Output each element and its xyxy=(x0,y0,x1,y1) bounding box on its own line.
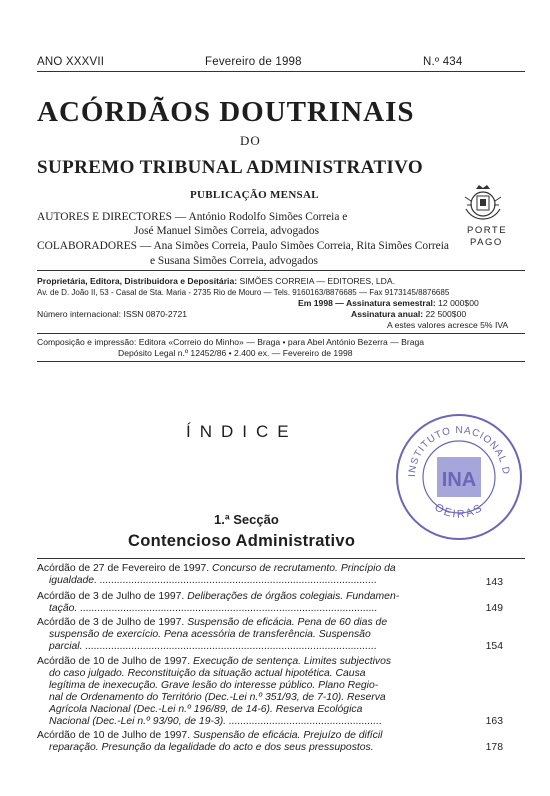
annual-label: Assinatura anual: xyxy=(351,309,424,319)
toc-entry[interactable] xyxy=(37,617,525,653)
authors-line: AUTORES E DIRECTORES — António Rodolfo Simões Correia e xyxy=(37,211,348,223)
toc-entry-subject: igualdade. ................................................................................................ xyxy=(49,575,377,587)
publisher-label: Proprietária, Editora, Distribuidora e Depositária: xyxy=(37,276,238,286)
volume-label: ANO XXXVII xyxy=(37,56,105,68)
toc-entry-subject: Agrícola Nacional (Dec.-Lei n.º 196/89, de 14-6). Reserva Ecológica xyxy=(49,704,363,716)
authors-line: José Manuel Simões Correia, advogados xyxy=(134,225,320,237)
toc-page-number: 154 xyxy=(485,641,503,652)
toc-entry[interactable] xyxy=(37,591,525,615)
coat-of-arms-icon xyxy=(462,183,504,223)
toc-entry[interactable] xyxy=(37,563,525,587)
annual-value: 22 500$00 xyxy=(425,309,467,319)
title-connector: DO xyxy=(240,133,261,148)
main-title: ACÓRDÃOS DOUTRINAIS xyxy=(37,96,415,128)
index-heading: ÍNDICE xyxy=(186,422,298,441)
semestral-label: Assinatura semestral: xyxy=(345,298,436,308)
legal-deposit-line: Depósito Legal n.º 12452/86 • 2.400 ex. — Fevereiro de 1998 xyxy=(118,348,353,358)
pago-label: PAGO xyxy=(470,237,503,248)
subscription-year: Em 1998 — xyxy=(298,298,346,308)
toc-entry-subject: Deliberações de órgãos colegiais. Fundamen- xyxy=(184,591,400,602)
toc-entry-subject: legítima de inexecução. Grave lesão do interesse público. Plano Regio- xyxy=(49,680,379,692)
collaborators-line: COLABORADORES — Ana Simões Correia, Paulo Simões Correia, Rita Simões Correia xyxy=(37,240,449,252)
toc-entry-subject: Suspensão de eficácia. Pena de 60 dias de xyxy=(184,617,388,628)
issn-number: Número internacional: ISSN 0870-2721 xyxy=(37,309,188,319)
issue-number: N.º 434 xyxy=(423,56,463,68)
toc-entry-subject: parcial. ..................................................................................................... xyxy=(49,641,377,653)
subscription-annual xyxy=(351,309,466,320)
section-number: 1.ª Secção xyxy=(214,512,279,527)
stamp-text-bottom: OEIRAS xyxy=(432,501,486,521)
toc-entry-lead: Acórdão de 10 de Julho de 1997. xyxy=(37,730,191,741)
toc-entry-subject: Suspensão de eficácia. Prejuízo de difícil xyxy=(190,730,383,741)
toc-entry-subject: nal de Ordenamento do Território (Dec.-Lei n.º 351/93, de 7-10). Reserva xyxy=(49,692,386,704)
authors-rule xyxy=(37,270,525,271)
toc-entry-subject: Execução de sentença. Limites subjectivos xyxy=(190,656,392,667)
toc-page-number: 163 xyxy=(485,716,503,727)
toc-entry-subject: tação. ....................................................................................................... xyxy=(49,603,378,615)
stamp-logo-icon: INA xyxy=(441,469,477,491)
header-rule xyxy=(37,71,525,72)
toc-entry-lead: Acórdão de 3 de Julho de 1997. xyxy=(37,617,185,628)
publisher-rule xyxy=(37,333,525,334)
printing-line: Composição e impressão: Editora «Correio do Minho» — Braga • para Abel António Bezerra — Braga xyxy=(37,337,425,347)
toc-page-number: 149 xyxy=(485,603,503,614)
section-name: Contencioso Administrativo xyxy=(128,532,356,550)
publisher-name: SIMÕES CORREIA — EDITORES, LDA. xyxy=(239,276,396,286)
stamp-text-top: INSTITUTO NACIONAL D xyxy=(406,424,512,478)
toc-page-number: 178 xyxy=(485,742,503,753)
publisher-address: Av. de D. João II, 53 - Casal de Sta. Maria - 2735 Rio de Mouro — Tels. 9160163/8876685 — Fax 9173145/8876685 xyxy=(37,288,450,297)
collaborators-line: e Susana Simões Correia, advogados xyxy=(150,255,318,267)
publication-frequency: PUBLICAÇÃO MENSAL xyxy=(190,189,319,201)
toc-entry-subject: Concurso de recrutamento. Princípio da xyxy=(209,563,396,574)
semestral-value: 12 000$00 xyxy=(438,298,479,308)
toc-entry-subject: suspensão de exercício. Pena acessória de transferência. Suspensão xyxy=(49,629,371,641)
subscription-semestral xyxy=(298,298,479,309)
toc-entry-lead: Acórdão de 10 de Julho de 1997. xyxy=(37,656,191,667)
toc-entry[interactable] xyxy=(37,730,525,754)
toc-rule xyxy=(37,558,525,559)
court-title: SUPREMO TRIBUNAL ADMINISTRATIVO xyxy=(37,157,424,178)
svg-text:OEIRAS xyxy=(432,501,485,520)
toc-entry-lead: Acórdão de 27 de Fevereiro de 1997. xyxy=(37,563,210,574)
issue-date: Fevereiro de 1998 xyxy=(205,56,302,68)
toc-page-number: 143 xyxy=(485,577,503,588)
publisher-line xyxy=(37,276,395,287)
institute-stamp xyxy=(393,411,525,543)
toc-entry-subject: Nacional (Dec.-Lei n.º 93/90, de 19-3). ..................................................... xyxy=(49,716,382,728)
porte-label: PORTE xyxy=(467,225,508,236)
toc-entry-subject: reparação. Presunção da legalidade do acto e dos seus pressupostos. xyxy=(49,742,374,754)
toc-entry[interactable] xyxy=(37,656,525,729)
toc-entry-subject: do caso julgado. Reconstituição da situação actual hipotética. Causa xyxy=(49,668,366,680)
toc-entry-lead: Acórdão de 3 de Julho de 1997. xyxy=(37,591,185,602)
iva-note: A estes valores acresce 5% IVA xyxy=(387,320,509,330)
printing-rule xyxy=(37,361,525,362)
